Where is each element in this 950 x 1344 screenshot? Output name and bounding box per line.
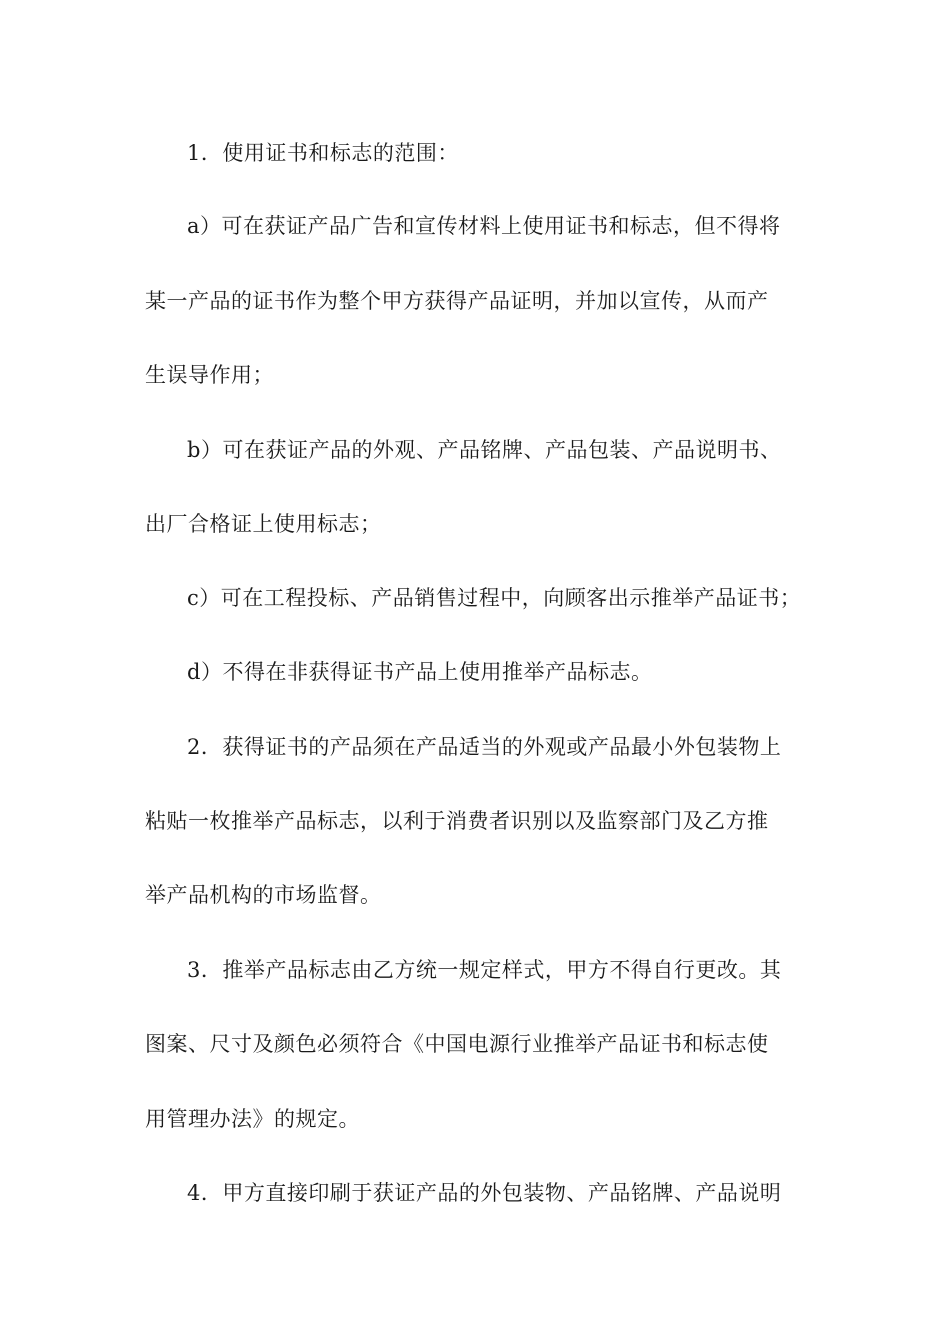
clause-3-line-2: 图案、尺寸及颜色必须符合《中国电源行业推举产品证书和标志使 — [145, 1032, 769, 1056]
clause-1b-line-2: 出厂合格证上使用标志； — [145, 512, 382, 536]
clause-1a-line-1: a）可在获证产品广告和宣传材料上使用证书和标志，但不得将 — [187, 214, 781, 238]
clause-3-line-1: 3．推举产品标志由乙方统一规定样式，甲方不得自行更改。其 — [187, 958, 782, 982]
clause-1d-line-1: d）不得在非获得证书产品上使用推举产品标志。 — [187, 660, 653, 684]
clause-3-line-3: 用管理办法》的规定。 — [145, 1107, 360, 1131]
clause-1a-line-3: 生误导作用； — [145, 363, 274, 387]
clause-1-heading: 1．使用证书和标志的范围： — [187, 141, 459, 165]
clause-2-line-2: 粘贴一枚推举产品标志，以利于消费者识别以及监察部门及乙方推 — [145, 809, 769, 833]
clause-1c-line-1: c）可在工程投标、产品销售过程中，向顾客出示推举产品证书； — [187, 586, 802, 610]
clause-1b-line-1: b）可在获证产品的外观、产品铭牌、产品包装、产品说明书、 — [187, 438, 782, 462]
clause-2-line-1: 2．获得证书的产品须在产品适当的外观或产品最小外包装物上 — [187, 735, 782, 759]
clause-4-line-1: 4．甲方直接印刷于获证产品的外包装物、产品铭牌、产品说明 — [187, 1181, 782, 1205]
clause-2-line-3: 举产品机构的市场监督。 — [145, 883, 382, 907]
clause-1a-line-2: 某一产品的证书作为整个甲方获得产品证明，并加以宣传，从而产 — [145, 289, 769, 313]
